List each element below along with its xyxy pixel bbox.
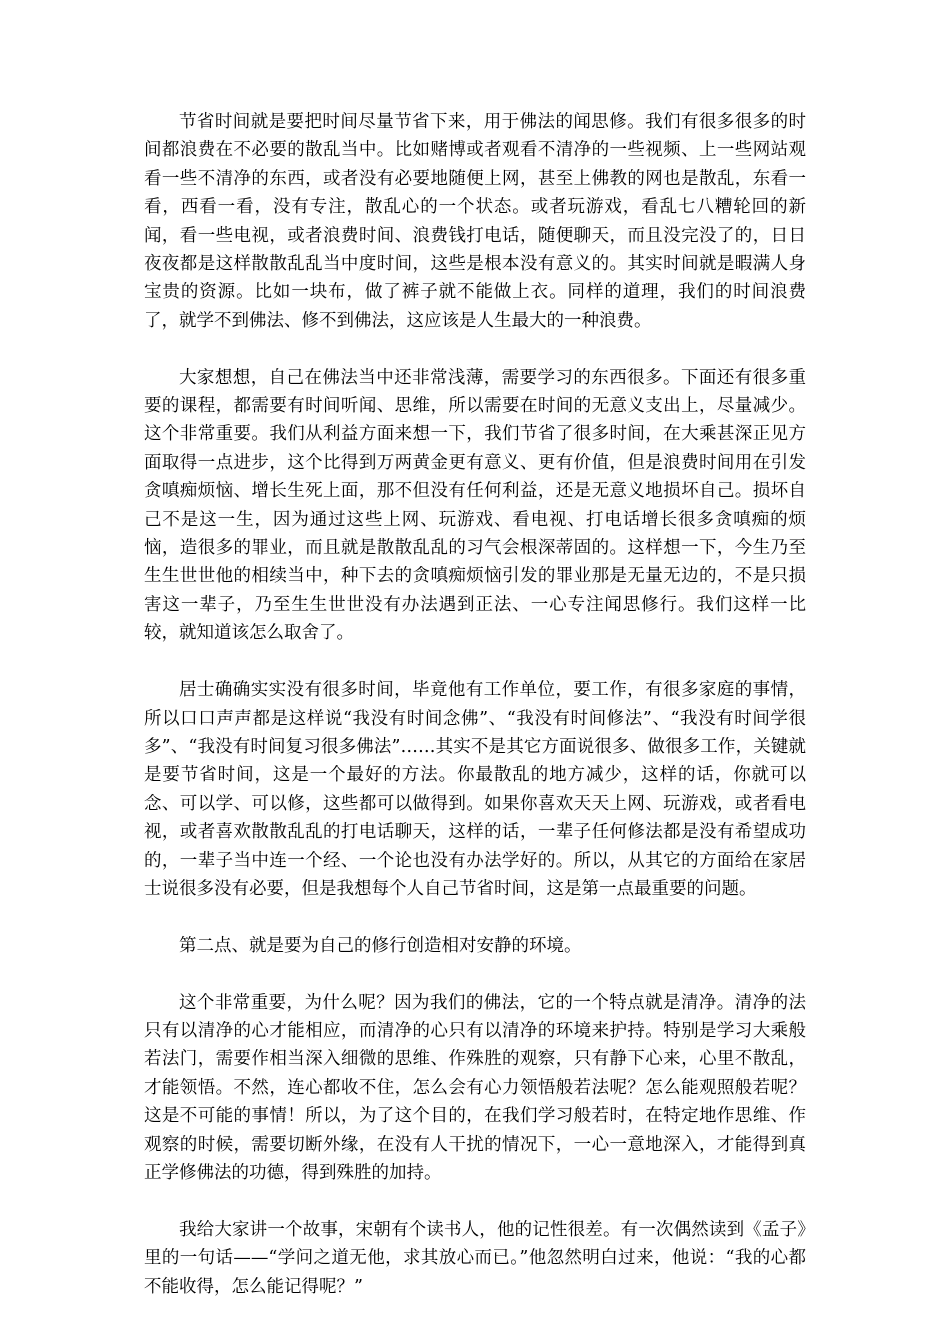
paragraph-quiet-environment: 这个非常重要，为什么呢？因为我们的佛法，它的一个特点就是清净。清净的法只有以清净的心才能相应，而清净的心只有以清净的环境来护持。特别是学习大乘般若法门，需要作相当深入细微的思维、作殊胜的观察，只有静下心来，心里不散乱，才能领悟。不然，连心都收不住，怎么会有心力领悟般若法呢？怎么能观照般若呢？这是不可能的事情！所以，为了这个目的，在我们学习般若时，在特定地作思维、作观察的时候，需要切断外缘，在没有人干扰的情况下，一心一意地深入，才能得到真正学修佛法的功德，得到殊胜的加持。 <box>144 992 806 1183</box>
document-page <box>144 108 806 1301</box>
paragraph-save-time: 节省时间就是要把时间尽量节省下来，用于佛法的闻思修。我们有很多很多的时间都浪费在不必要的散乱当中。比如赌博或者观看不清净的一些视频、上一些网站观看一些不清净的东西，或者没有必要地随便上网，甚至上佛教的网也是散乱，东看一看，西看一看，没有专注，散乱心的一个状态。或者玩游戏，看乱七八糟轮回的新闻，看一些电视，或者浪费时间、浪费钱打电话，随便聊天，而且没完没了的，日日夜夜都是这样散散乱乱当中度时间，这些是根本没有意义的。其实时间就是暇满人身宝贵的资源。比如一块布，做了裤子就不能做上衣。同样的道理，我们的时间浪费了，就学不到佛法、修不到佛法，这应该是人生最大的一种浪费。 <box>144 112 806 331</box>
paragraph-lay-practitioners: 居士确确实实没有很多时间，毕竟他有工作单位，要工作，有很多家庭的事情，所以口口声声都是这样说“我没有时间念佛”、“我没有时间修法”、“我没有时间学很多”、“我没有时间复习很多佛法”……其实不是其它方面说很多、做很多工作，关键就是要节省时间，这是一个最好的方法。你最散乱的地方减少，这样的话，你就可以念、可以学、可以修，这些都可以做得到。如果你喜欢天天上网、玩游戏，或者看电视，或者喜欢散散乱乱的打电话聊天，这样的话，一辈子任何修法都是没有希望成功的，一辈子当中连一个经、一个论也没有办法学好的。所以，从其它的方面给在家居士说很多没有必要，但是我想每个人自己节省时间，这是第一点最重要的问题。 <box>144 680 806 899</box>
paragraph-think-about-it: 大家想想，自己在佛法当中还非常浅薄，需要学习的东西很多。下面还有很多重要的课程，都需要有时间听闻、思维，所以需要在时间的无意义支出上，尽量减少。这个非常重要。我们从利益方面来想一下，我们节省了很多时间，在大乘甚深正见方面取得一点进步，这个比得到万两黄金更有意义、更有价值，但是浪费时间用在引发贪嗔痴烦恼、增长生死上面，那不但没有任何利益，还是无意义地损坏自己。损坏自己不是这一生，因为通过这些上网、玩游戏、看电视、打电话增长很多贪嗔痴的烦恼，造很多的罪业，而且就是散散乱乱的习气会根深蒂固的。这样想一下，今生乃至生生世世他的相续当中，种下去的贪嗔痴烦恼引发的罪业那是无量无边的，不是只损害这一辈子，乃至生生世世没有办法遇到正法、一心专注闻思修行。我们这样一比较，就知道该怎么取舍了。 <box>144 367 806 644</box>
paragraph-song-dynasty-story: 我给大家讲一个故事，宋朝有个读书人，他的记性很差。有一次偶然读到《孟子》里的一句话——“学问之道无他，求其放心而已。”他忽然明白过来，他说：“我的心都不能收得，怎么能记得呢？” <box>144 1219 806 1297</box>
paragraph-second-point-heading: 第二点、就是要为自己的修行创造相对安静的环境。 <box>179 935 582 956</box>
